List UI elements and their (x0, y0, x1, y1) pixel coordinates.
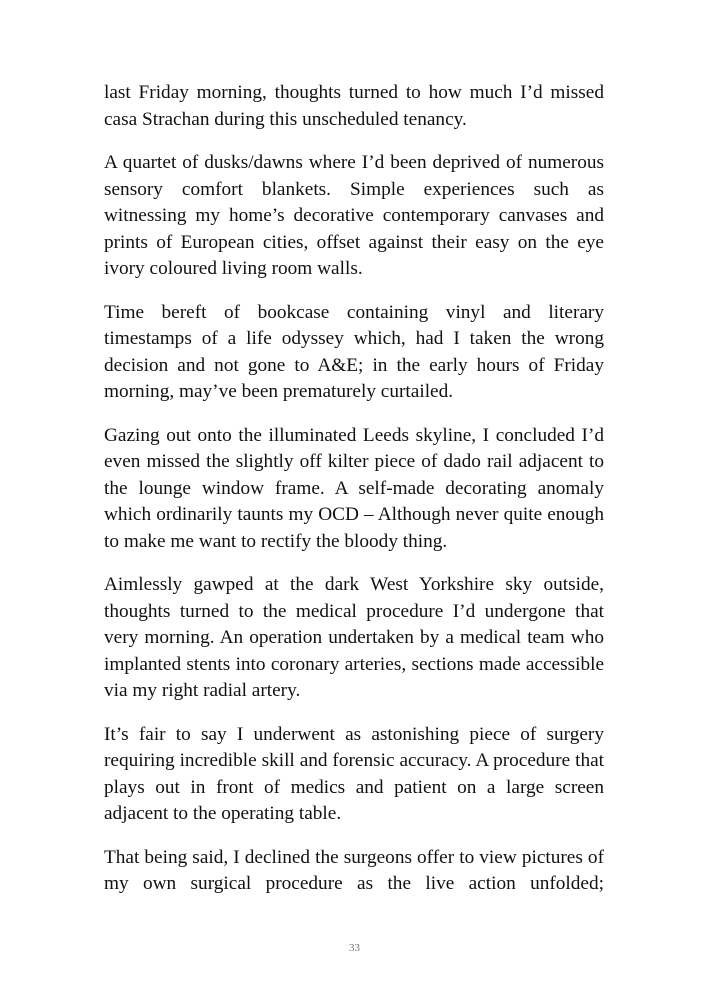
paragraph: Aimlessly gawped at the dark West Yorkshire sky outside, thoughts turned to the medical procedure I’d undergone that very morning. An operation undertaken by a medical team who implanted stents into coronary arteries, sections made accessible via my right radial artery. (104, 574, 604, 701)
paragraph: A quartet of dusks/dawns where I’d been deprived of numerous sensory comfort blankets. Simple experiences such as witnessing my home’s decorative contemporary canvases and prints of European cities, offset against their easy on the eye ivory coloured living room walls. (104, 152, 604, 279)
page-number: 33 (349, 942, 360, 954)
paragraph: It’s fair to say I underwent as astonishing piece of surgery requiring incredible skill and forensic accuracy. A procedure that plays out in front of medics and patient on a large screen adjacent to the operating table. (104, 723, 604, 824)
paragraph: last Friday morning, thoughts turned to how much I’d missed casa Strachan during this unscheduled tenancy. (104, 82, 604, 130)
paragraph: That being said, I declined the surgeons offer to view pictures of my own surgical procedure as the live action unfolded; (104, 846, 604, 894)
paragraph: Time bereft of bookcase containing vinyl and literary timestamps of a life odyssey which, had I taken the wrong decision and not gone to A&E; in the early hours of Friday morning, may’ve been prematurely curtailed. (104, 301, 604, 402)
body-text (104, 80, 604, 915)
paragraph: Gazing out onto the illuminated Leeds skyline, I concluded I’d even missed the slightly off kilter piece of dado rail adjacent to the lounge window frame. A self-made decorating anomaly which ordinarily taunts my OCD – Although never quite enough to make me want to rectify the bloody thing. (104, 424, 604, 552)
